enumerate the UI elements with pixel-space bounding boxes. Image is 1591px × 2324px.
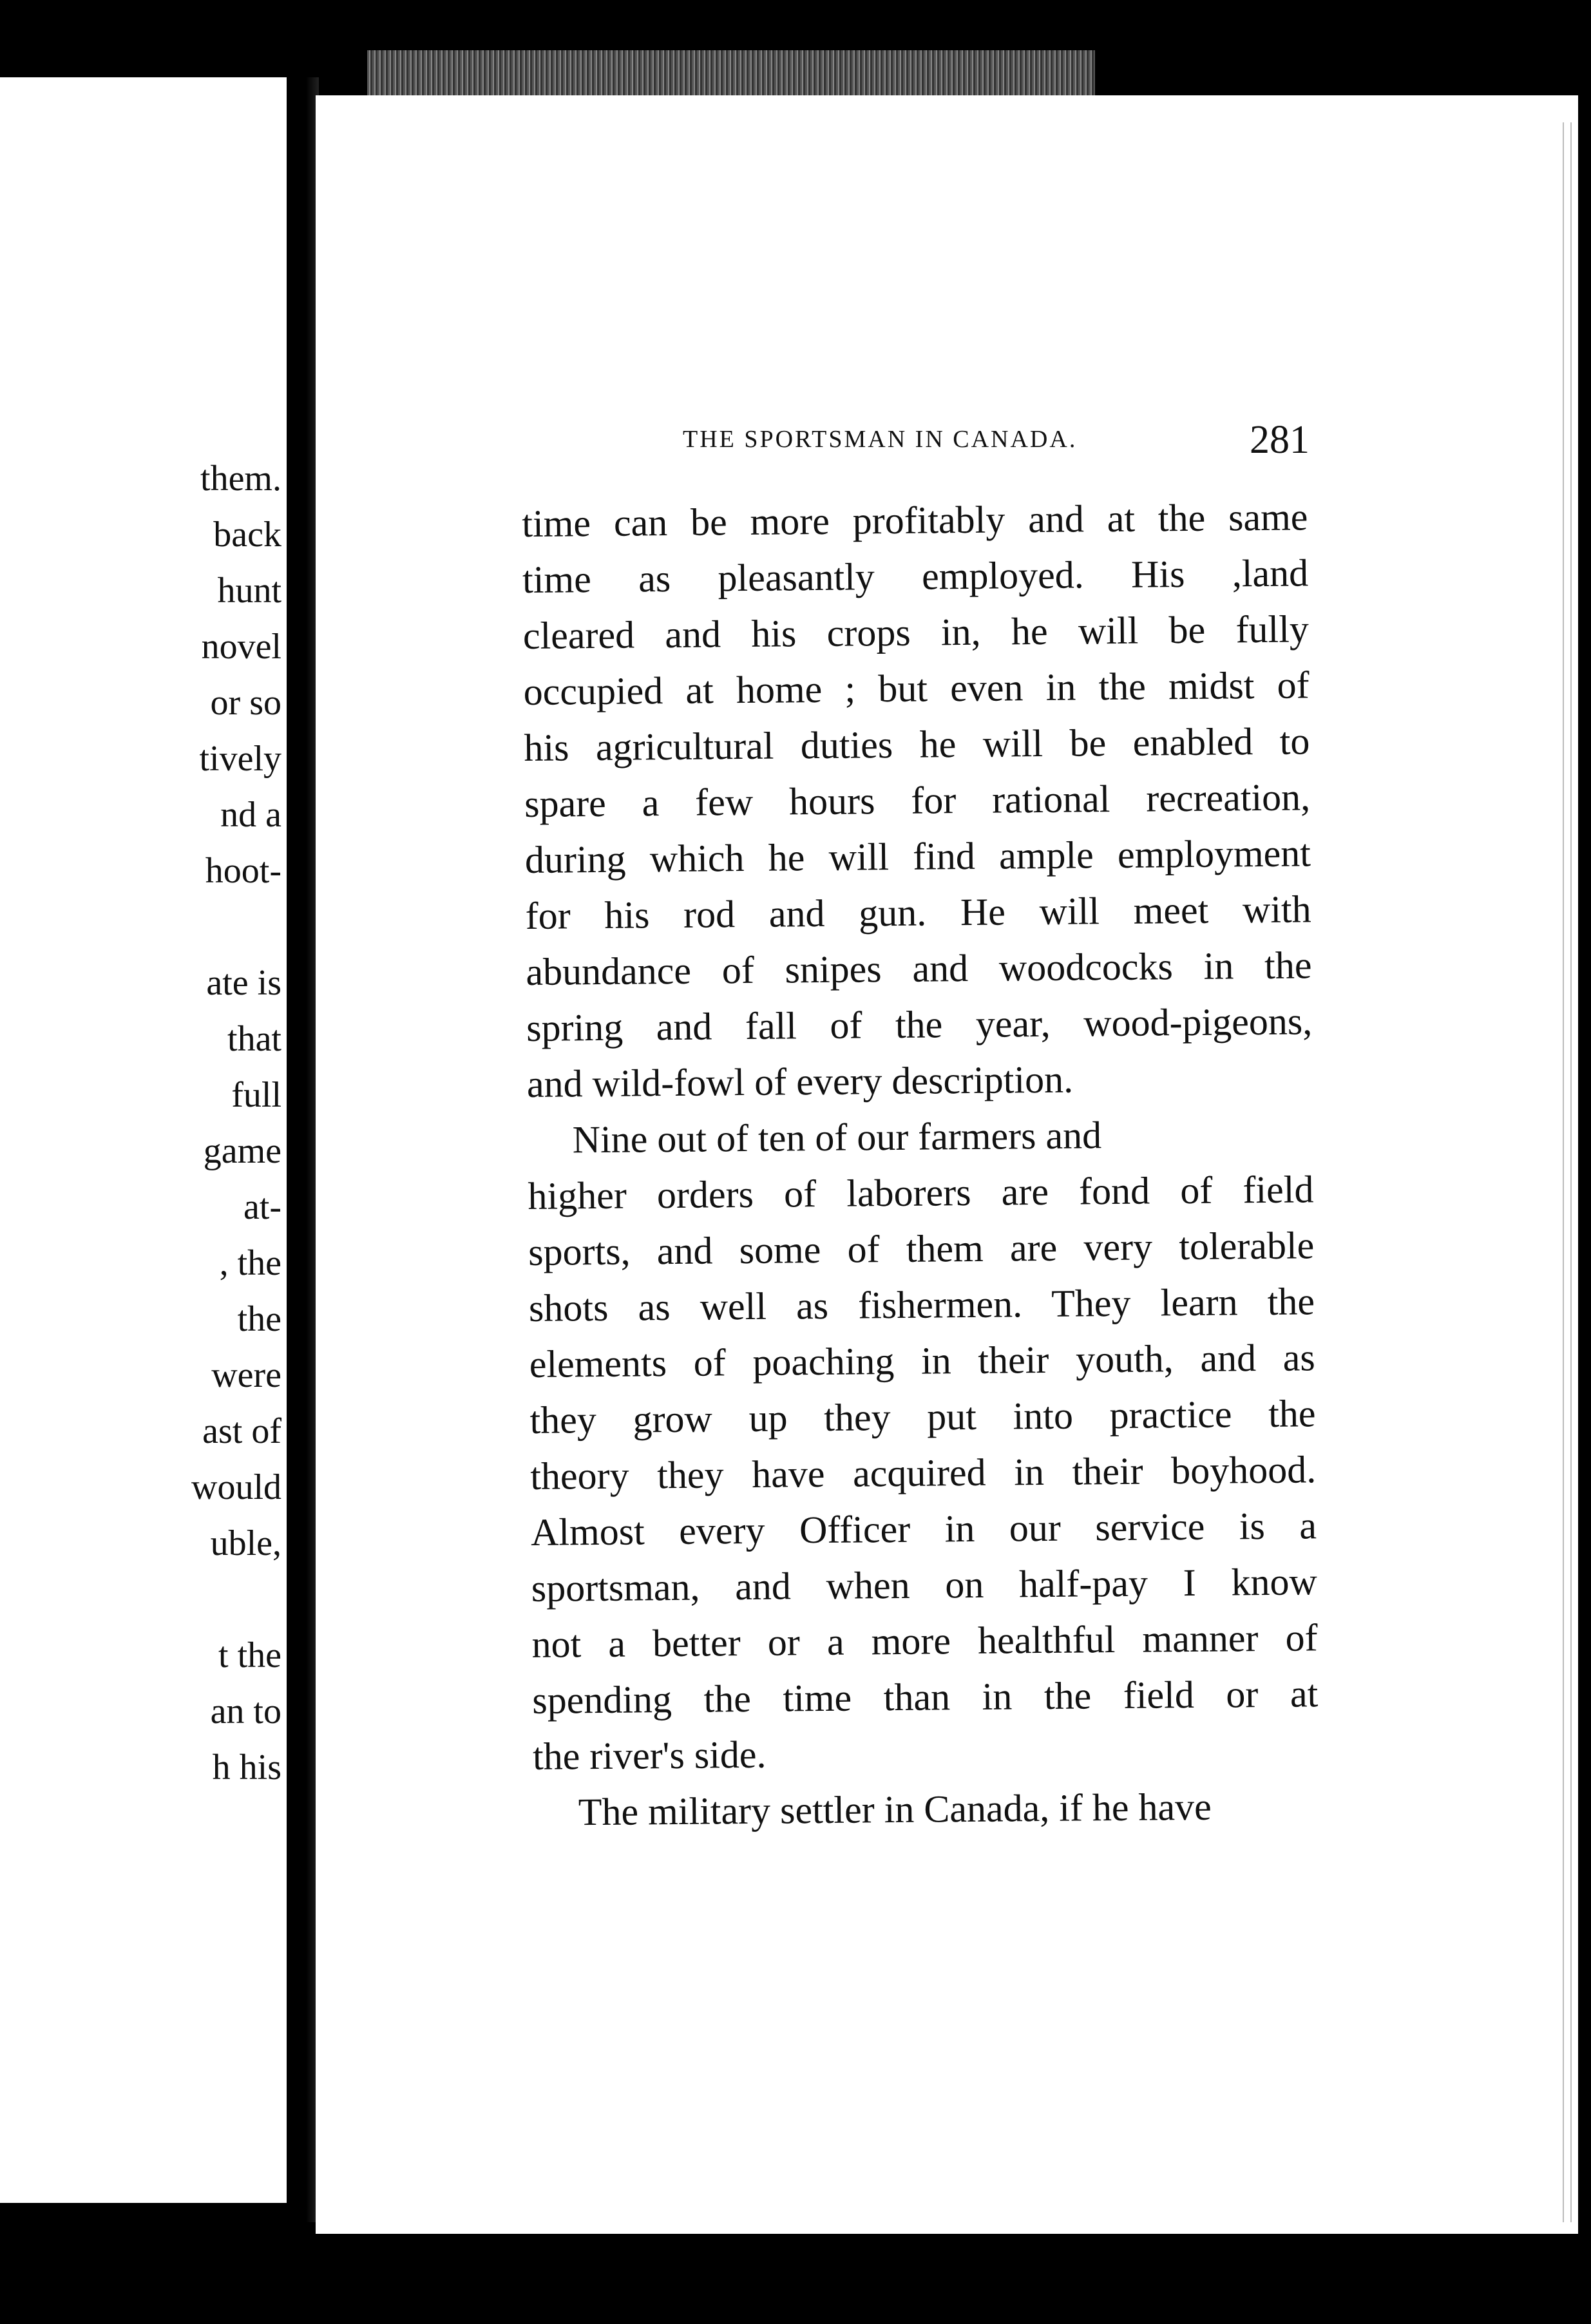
text-line: spring and fall of the year, wood-pigeons, [526, 1000, 1313, 1049]
left-page-line: hunt [217, 571, 281, 611]
left-page-blank-line [191, 1572, 281, 1628]
left-page-line: were [211, 1355, 281, 1395]
text-line: spending the time than in the field or at [532, 1672, 1319, 1722]
text-line: The military settler in Canada, if he have [578, 1785, 1212, 1834]
text-line: the river's side. [532, 1733, 767, 1778]
left-page-line: or so [210, 683, 281, 723]
text-line: sports, and some of them are very tolerable [528, 1224, 1315, 1273]
text-line: occupied at home ; but even in the midst of [523, 663, 1310, 713]
text-line: theory they have acquired in their boyhood. [529, 1448, 1317, 1498]
left-page-blank-line [191, 899, 281, 955]
left-page-line: would [191, 1467, 281, 1507]
left-page-line: them. [200, 459, 281, 499]
page-number: 281 [1250, 418, 1310, 462]
left-page-line: h his [212, 1748, 281, 1787]
left-page-line: full [231, 1075, 281, 1115]
left-page-line: novel [201, 627, 281, 667]
left-page-line: an to [210, 1691, 281, 1731]
left-page-line: at- [243, 1187, 281, 1227]
text-line: and wild-fowl of every description. [526, 1058, 1074, 1105]
page-edge [1559, 122, 1577, 2222]
left-page-line: nd a [220, 795, 281, 835]
book-gutter [287, 77, 319, 2222]
text-line: Nine out of ten of our farmers and [572, 1114, 1102, 1161]
left-page-line: back [213, 515, 281, 555]
text-line: Almost every Officer in our service is a [530, 1504, 1317, 1554]
text-line: spare a few hours for rational recreation, [524, 776, 1311, 825]
text-line: shots as well as fishermen. They learn the [528, 1280, 1315, 1329]
text-line: time as pleasantly employed. His ,land [522, 551, 1309, 601]
left-page-line: that [227, 1019, 281, 1059]
left-page [0, 77, 287, 2203]
text-line: they grow up they put into practice the [529, 1392, 1316, 1442]
text-line: abundance of snipes and woodcocks in the [526, 944, 1312, 993]
left-page-line: tively [199, 739, 281, 779]
scan-top-strip [367, 50, 1095, 102]
text-line: time can be more profitably and at the same [522, 495, 1308, 545]
left-page-line: game [203, 1131, 281, 1171]
text-line: not a better or a more healthful manner of [531, 1616, 1318, 1666]
left-page-line: t the [218, 1635, 281, 1675]
body-text [522, 489, 1319, 1841]
left-page-line: hoot- [205, 851, 281, 891]
left-page-text [191, 451, 281, 1796]
running-head: THE SPORTSMAN IN CANADA. [683, 426, 1078, 453]
left-page-line: the [237, 1299, 281, 1339]
left-page-line: , the [219, 1243, 281, 1283]
left-page-line: ate is [206, 963, 281, 1003]
text-line: cleared and his crops in, he will be fully [522, 607, 1310, 657]
left-page-line: ast of [202, 1411, 281, 1451]
text-line: higher orders of laborers are fond of field [528, 1168, 1314, 1217]
text-line: sportsman, and when on half-pay I know [531, 1560, 1318, 1610]
text-line: his agricultural duties he will be enabled to [524, 719, 1310, 769]
text-line: during which he will find ample employment [524, 832, 1311, 881]
left-page-line: uble, [210, 1523, 281, 1563]
text-line: elements of poaching in their youth, and as [529, 1336, 1316, 1386]
text-line: for his rod and gun. He will meet with [525, 888, 1311, 937]
